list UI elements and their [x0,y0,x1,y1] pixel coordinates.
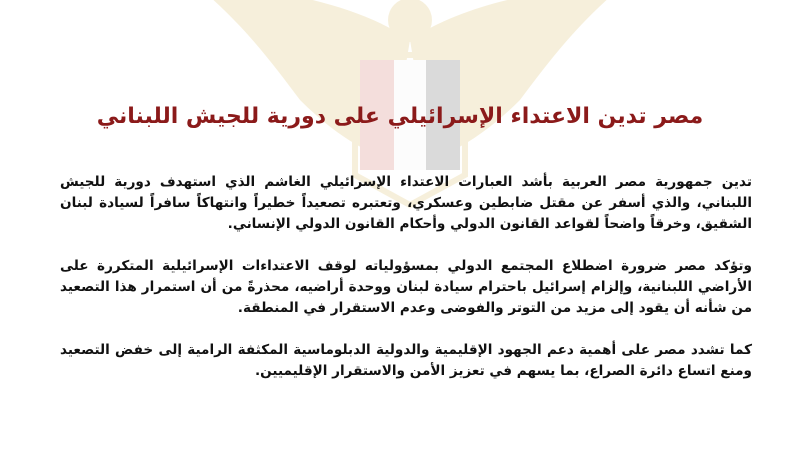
page-title: مصر تدين الاعتداء الإسرائيلي على دورية للجيش اللبناني [96,104,704,129]
paragraph-1: تدين جمهورية مصر العربية بأشد العبارات الاعتداء الإسرائيلي الغاشم الذي استهدف دورية للجيش اللبناني، والذي أسفر عن مقتل ضابطين وعسكري، وتعتبره تصعيداً خطيراً وانتهاكاً سافراً لسيادة لبنان الشقيق، وخرقاً واضحاً لقواعد القانون الدولي وأحكام القانون الدولي الإنساني. [60,174,752,232]
statement-body [60,172,752,403]
paragraph-2: وتؤكد مصر ضرورة اضطلاع المجتمع الدولي بمسؤولياته لوقف الاعتداءات الإسرائيلية المتكررة على الأراضي اللبنانية، وإلزام إسرائيل باحترام سيادة لبنان ووحدة أراضيه، محذرةً من أن استمرار هذا التصعيد من شأنه أن يقود إلى مزيد من التوتر والفوضى وعدم الاستقرار في المنطقة. [60,258,752,316]
paragraph-3: كما تشدد مصر على أهمية دعم الجهود الإقليمية والدولية الدبلوماسية المكثفة الرامية إلى خفض التصعيد ومنع اتساع دائرة الصراع، بما يسهم في تعزيز الأمن والاستقرار الإقليميين. [60,342,752,379]
